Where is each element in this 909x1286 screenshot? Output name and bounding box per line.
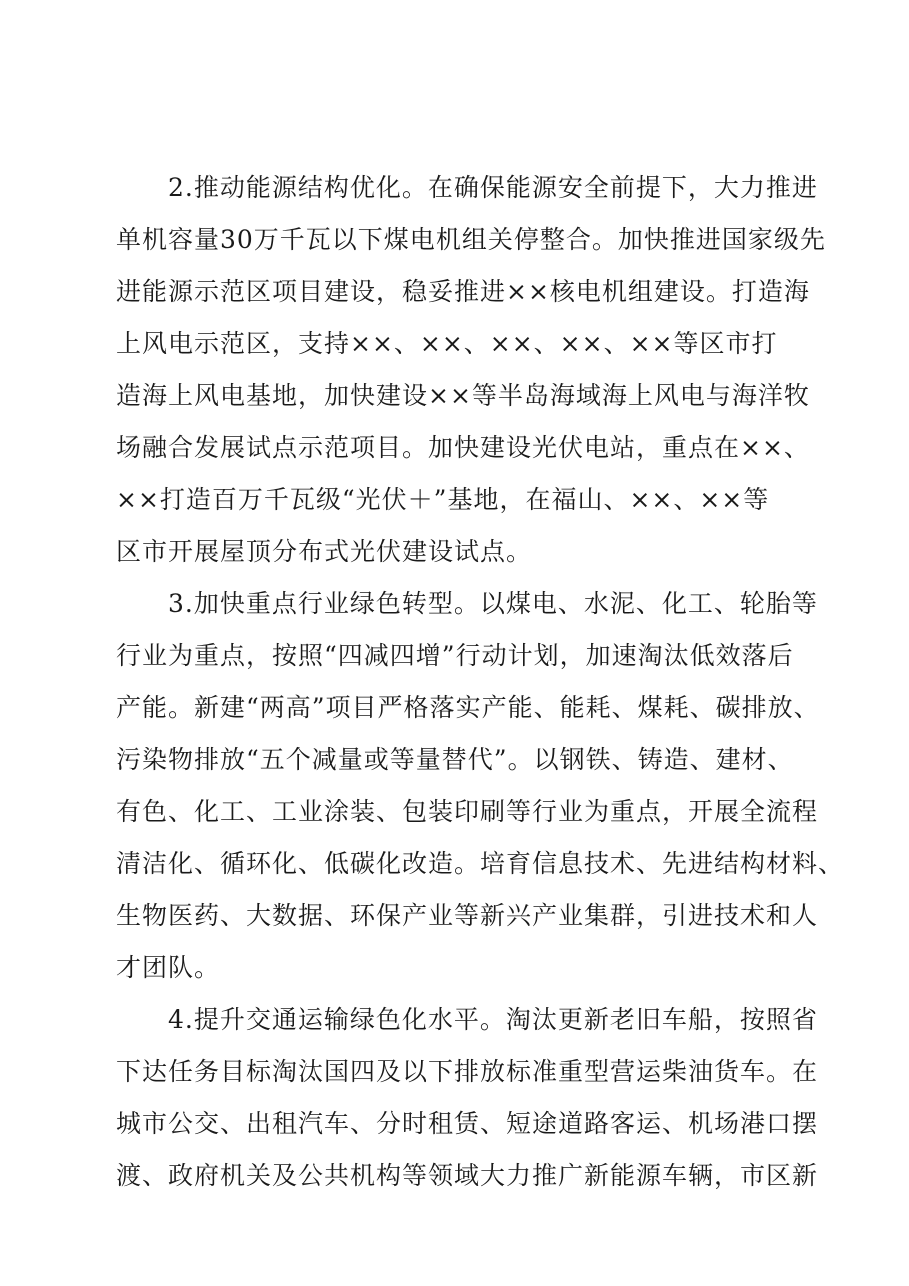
paragraph-transport-greening — [116, 994, 819, 1202]
text-line: 场融合发展试点示范项目。加快建设光伏电站，重点在××、 — [116, 433, 810, 462]
text-line: 有色、化工、工业涂装、包装印刷等行业为重点，开展全流程 — [116, 797, 819, 826]
text-line: 3.加快重点行业绿色转型。以煤电、水泥、化工、轮胎等 — [168, 589, 818, 618]
text-line: 4.提升交通运输绿色化水平。淘汰更新老旧车船，按照省 — [168, 1005, 818, 1034]
text-line: 区市开展屋顶分布式光伏建设试点。 — [116, 537, 533, 566]
paragraph-industry-transition — [116, 578, 845, 994]
text-line: ××打造百万千瓦级“光伏＋”基地，在福山、××、××等 — [116, 485, 770, 514]
text-line: 才团队。 — [116, 953, 221, 982]
text-line: 生物医药、大数据、环保产业等新兴产业集群，引进技术和人 — [116, 901, 819, 930]
text-line: 造海上风电基地，加快建设××等半岛海域海上风电与海洋牧 — [116, 381, 810, 410]
text-line: 2.推动能源结构优化。在确保能源安全前提下，大力推进 — [168, 173, 818, 202]
text-line: 产能。新建“两高”项目严格落实产能、能耗、煤耗、碳排放、 — [116, 693, 820, 722]
text-line: 渡、政府机关及公共机构等领域大力推广新能源车辆，市区新 — [116, 1161, 819, 1190]
text-line: 污染物排放“五个减量或等量替代”。以钢铁、铸造、建材、 — [116, 745, 794, 774]
text-line: 城市公交、出租汽车、分时租赁、短途道路客运、机场港口摆 — [116, 1109, 819, 1138]
text-line: 上风电示范区，支持××、××、××、××、××等区市打 — [116, 329, 778, 358]
text-line: 行业为重点，按照“四减四增”行动计划，加速淘汰低效落后 — [116, 641, 794, 670]
text-line: 下达任务目标淘汰国四及以下排放标准重型营运柴油货车。在 — [116, 1057, 819, 1086]
text-line: 单机容量30万千瓦以下煤电机组关停整合。加快推进国家级先 — [116, 225, 826, 254]
document-body — [116, 162, 845, 1202]
text-line: 进能源示范区项目建设，稳妥推进××核电机组建设。打造海 — [116, 277, 810, 306]
paragraph-energy-structure — [116, 162, 826, 578]
text-line: 清洁化、循环化、低碳化改造。培育信息技术、先进结构材料、 — [116, 849, 845, 878]
